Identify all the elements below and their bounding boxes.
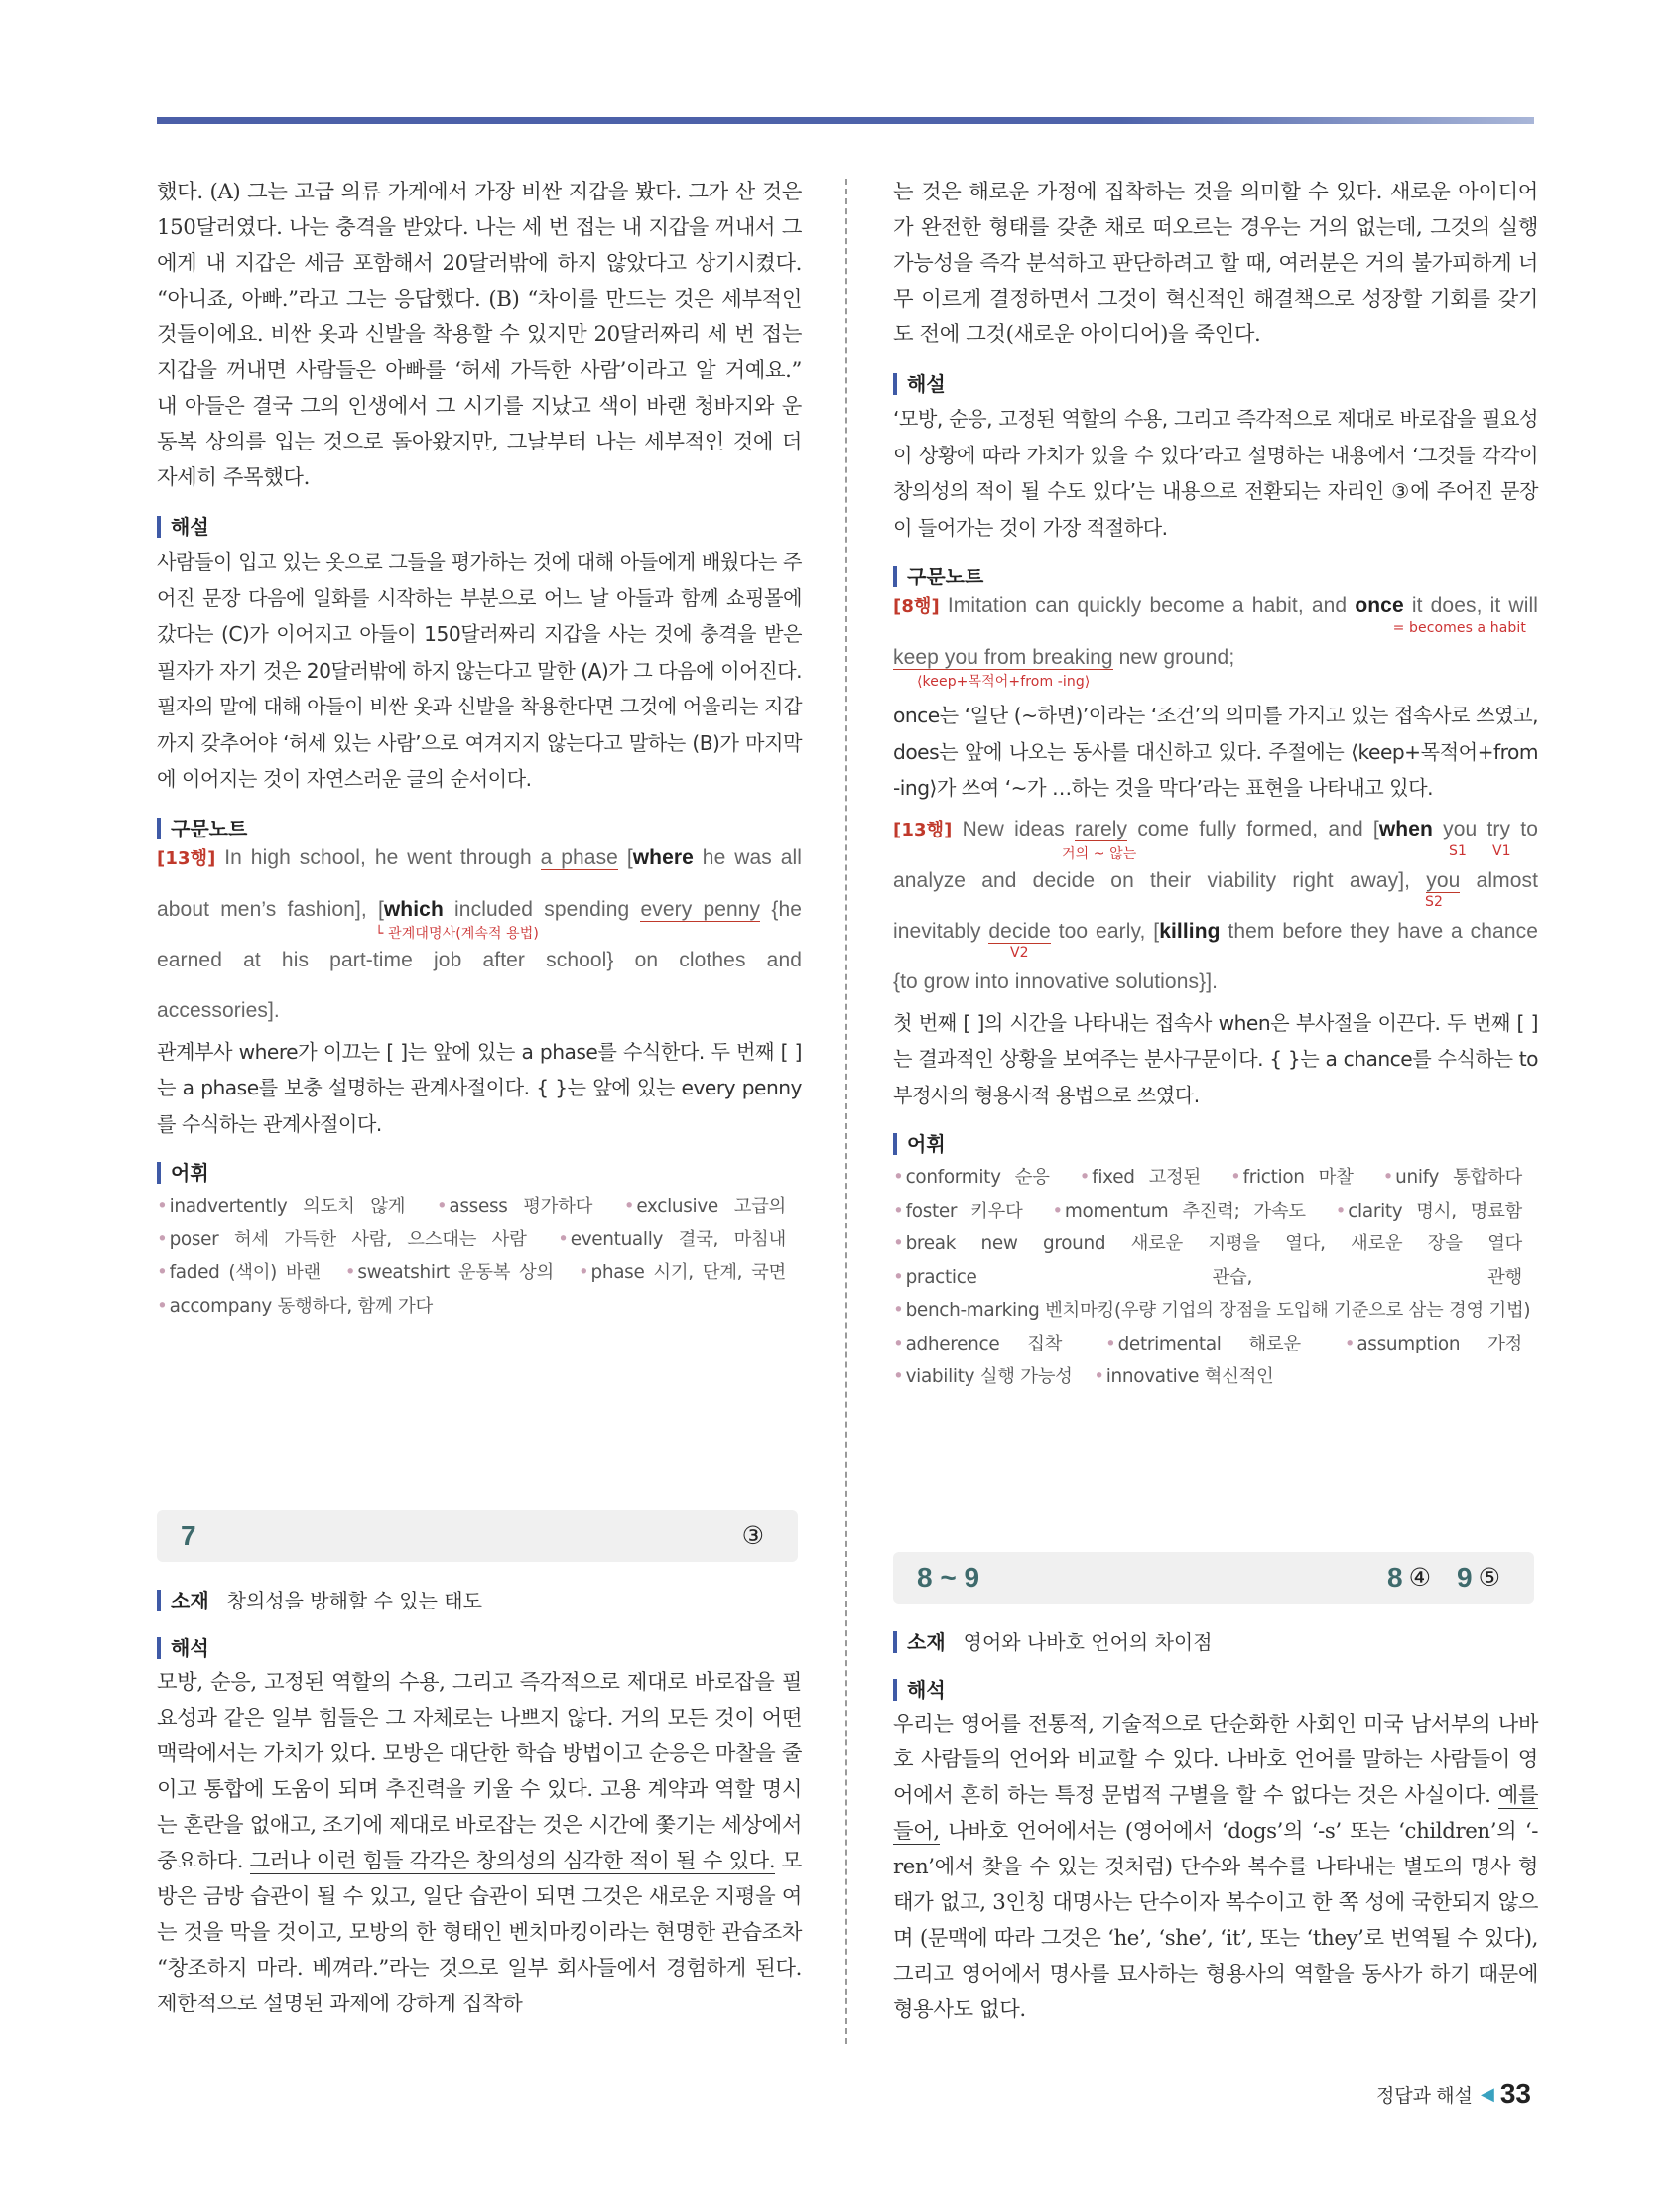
vocab-item: • break new ground 새로운 지평을 열다, 새로운 장을 열다 — [893, 1233, 1522, 1254]
syntax-explanation-2: 첫 번째 [ ]의 시간을 나타내는 접속사 when은 부사절을 이끈다. 두 번째 [ ]는 결과적인 상황을 보여주는 분사구문이다. { }는 a chance를 수식하는 to부정사의 형용사적 용법으로 쓰였다. — [893, 1010, 1538, 1107]
question-number: 8 ~ 9 — [917, 1562, 980, 1593]
page-number: 33 — [1499, 2078, 1531, 2109]
section-heading-haeseol: 해설 — [893, 373, 1538, 395]
vocab-item: • unify 통합하다 — [1383, 1167, 1522, 1188]
vocabulary-list — [157, 1190, 802, 1323]
answer-badge: ④ — [1408, 1564, 1431, 1592]
section-heading-vocab: 어휘 — [157, 1162, 802, 1184]
section-heading-haeseok: 해석 — [893, 1679, 1538, 1701]
annotation-keep-from: ⟨keep+목적어+from -ing⟩ — [917, 674, 1091, 690]
explanation-text: ‘모방, 순응, 고정된 역할의 수용, 그리고 즉각적으로 제대로 바로잡을 필요성이 상황에 따라 가치가 있을 수 있다’라고 설명하는 내용에서 ‘그것들 각각이 창의성의 적이 될 수도 있다’는 내용으로 전환되는 자리인 ③에 주어진 문장이 들어가는 것이 가장 적절하다. — [893, 407, 1538, 540]
header-bar — [157, 117, 1534, 124]
syntax-note-example-1: [8행] Imitation can quickly become a habit, and once it does, it will = becomes a habit keep you from breaking new ground; ⟨keep+목적어+from -ing⟩ — [893, 594, 1538, 690]
question-8-9-content — [893, 1623, 1538, 2028]
vocab-item: • conformity 순응 — [893, 1167, 1050, 1188]
vocab-item: • innovative 혁신적인 — [1094, 1366, 1273, 1387]
vocab-item: • detrimental 해로운 — [1105, 1334, 1301, 1354]
vocab-item: • accompany 동행하다, 함께 가다 — [157, 1296, 433, 1317]
section-heading-vocab: 어휘 — [893, 1133, 1538, 1155]
example-line-3: earned at his part-time job after school} on clothes and — [157, 948, 802, 971]
example-line-1: [13행] In high school, he went through a phase [where he was all — [157, 845, 803, 869]
annotation-equals: = becomes a habit — [1392, 620, 1526, 636]
answer-badge: ③ — [741, 1522, 764, 1550]
syntax-explanation-1: once는 ‘일단 (~하면)’이라는 ‘조건’의 의미를 가지고 있는 접속사로 쓰였고, does는 앞에 나오는 동사를 대신하고 있다. 주절에는 ⟨keep+목적어+from -ing⟩가 쓰여 ‘~가 …하는 것을 막다’라는 표현을 나타내고 있다. — [893, 704, 1538, 800]
vocab-item: • assess 평가하다 — [437, 1196, 592, 1217]
vocabulary-list — [893, 1161, 1538, 1394]
vocab-item: • clarity 명시, 명료함 — [1336, 1201, 1522, 1222]
key-phrase-underlined: 예를 들어, — [893, 1783, 1538, 1844]
page-footer — [1376, 2078, 1531, 2110]
section-heading-gumun: 구문노트 — [157, 818, 802, 839]
vocab-item: • faded (색이) 바랜 — [157, 1262, 321, 1283]
vocab-item: • adherence 집착 — [893, 1334, 1062, 1354]
vocab-item: • assumption 가정 — [1345, 1334, 1522, 1354]
translation-text: 모방, 순응, 고정된 역할의 수용, 그리고 즉각적으로 제대로 바로잡을 필요성과 같은 일부 힘들은 그 자체로는 나쁘지 않다. 거의 모든 것이 어떤 맥락에서는 가치가 있다. 모방은 대단한 학습 방법이고 순응은 마찰을 줄이고 통합에 도움이 되며 추진력을 키울 수 있다. 고용 계약과 역할 명시는 혼란을 없애고, 조기에 제대로 바로잡는 것은 시간에 쫓기는 세상에서 중요하다. 그러나 이런 힘들 각각은 창의성의 심각한 적이 될 수 있다. 모방은 금방 습관이 될 수 있고, 일단 습관이 되면 그것은 새로운 지평을 여는 것을 막을 것이고, 모방의 한 형태인 벤치마킹이라는 현명한 관습조차 “창조하지 마라. 베껴라.”라는 것으로 일부 회사들에서 경험하게 된다. 제한적으로 설명된 과제에 강하게 집착하 — [157, 1670, 802, 2016]
vocab-item: • momentum 추진력; 가속도 — [1052, 1201, 1305, 1222]
translation-continued: 는 것은 해로운 가정에 집착하는 것을 의미할 수 있다. 새로운 아이디어가 완전한 형태를 갖춘 채로 떠오르는 경우는 거의 없는데, 그것의 실행 가능성을 즉각 분석하고 판단하려고 할 때, 여러분은 거의 불가피하게 너무 이르게 결정하면서 그것이 혁신적인 해결책으로 성장할 기회를 갖기도 전에 그것(새로운 아이디어)을 죽인다. — [893, 180, 1538, 347]
translation-continued: 했다. (A) 그는 고급 의류 가게에서 가장 비싼 지갑을 봤다. 그가 산 것은 150달러였다. 나는 충격을 받았다. 나는 세 번 접는 내 지갑을 꺼내서 그에게 내 지갑은 세금 포함해서 20달러밖에 하지 않았다고 상기시켰다. “아니죠, 아빠.”라고 그는 응답했다. (B) “차이를 만드는 것은 세부적인 것들이에요. 비싼 옷과 신발을 착용할 수 있지만 20달러짜리 세 번 접는 지갑을 꺼내면 사람들은 아빠를 ‘허세 가득한 사람’이라고 알 거예요.” 내 아들은 결국 그의 인생에서 그 시기를 지났고 색이 바랜 청바지와 운동복 상의를 입는 것으로 돌아왔지만, 그날부터 나는 세부적인 것에 더 자세히 주목했다. — [157, 180, 802, 490]
explanation-text: 사람들이 입고 있는 옷으로 그들을 평가하는 것에 대해 아들에게 배웠다는 주어진 문장 다음에 일화를 시작하는 부분으로 어느 날 아들과 함께 쇼핑몰에 갔다는 (C)가 이어지고 아들이 150달러짜리 지갑을 사는 것에 충격을 받은 필자가 자기 것은 20달러밖에 하지 않는다고 말한 (A)가 그 다음에 이어진다. 필자의 말에 대해 아들이 비싼 옷과 신발을 착용한다면 그것에 어울리는 지갑까지 갖추어야 ‘허세 있는 사람’으로 여겨지지 않는다고 말하는 (B)가 마지막에 이어지는 것이 자연스러운 글의 순서이다. — [157, 550, 802, 791]
vocab-item: • bench-marking 벤치마킹(우량 기업의 장점을 도입해 기준으로 삼는 경영 기법) — [893, 1300, 1530, 1321]
left-column — [157, 175, 802, 1323]
question-7-banner — [157, 1510, 798, 1562]
question-8-9-banner: 8 ~ 9 8 ④ 9 ⑤ — [893, 1552, 1534, 1604]
example-line-4: accessories]. — [157, 998, 280, 1022]
vocab-item: • foster 키우다 — [893, 1201, 1022, 1222]
section-heading-sojae: 소재 영어와 나바호 언어의 차이점 — [893, 1631, 1538, 1653]
vocab-item: • phase 시기, 단계, 국면 — [579, 1262, 786, 1283]
footer-label: 정답과 해설 — [1375, 2085, 1473, 2107]
vocab-item: • practice 관습, 관행 — [893, 1267, 1522, 1288]
question-7-content — [157, 1582, 802, 2022]
vocab-item: • viability 실행 가능성 — [893, 1366, 1073, 1387]
section-heading-sojae: 소재 창의성을 방해할 수 있는 태도 — [157, 1590, 802, 1611]
section-heading-gumun: 구문노트 — [893, 566, 1538, 587]
topic-text: 창의성을 방해할 수 있는 태도 — [226, 1589, 482, 1612]
vocab-item: • sweatshirt 운동복 상의 — [345, 1262, 554, 1283]
question-number: 7 — [181, 1520, 196, 1551]
vocab-item: • friction 마찰 — [1230, 1167, 1354, 1188]
column-divider — [845, 179, 847, 2044]
topic-text: 영어와 나바호 언어의 차이점 — [963, 1630, 1213, 1654]
vocab-item: • fixed 고정된 — [1080, 1167, 1201, 1188]
vocab-item: • inadvertently 의도치 않게 — [157, 1196, 405, 1217]
translation-text: 우리는 영어를 전통적, 기술적으로 단순화한 사회인 미국 남서부의 나바호 사람들의 언어와 비교할 수 있다. 나바호 언어를 말하는 사람들이 영어에서 흔히 하는 특정 문법적 구별을 할 수 없다는 것은 사실이다. 예를 들어, 나바호 언어에서는 (영어에서 ‘dogs’의 ‘-s’ 또는 ‘children’의 ‘-ren’에서 찾을 수 있는 것처럼) 단수와 복수를 나타내는 별도의 명사 형태가 없고, 3인칭 대명사는 단수이자 복수이고 한 쪽 성에 국한되지 않으며 (문맥에 따라 그것은 ‘he’, ‘she’, ‘it’, 또는 ‘they’로 번역될 수 있다), 그리고 영어에서 명사를 묘사하는 형용사의 역할을 동사가 하기 때문에 형용사도 없다. — [893, 1712, 1538, 2022]
answer-badge: ⑤ — [1478, 1564, 1500, 1592]
vocab-item: • poser 허세 가득한 사람, 으스대는 사람 — [157, 1229, 527, 1250]
syntax-note-example-2: [13행] New ideas rarely come fully formed, and [when you try to 거의 ~ 않는 S1 V1 analyze and decide on their viability right away], you almost S2 inevitably decide too early, [killing them before they have a chance V2 {to grow into innovative solutions}]. — [893, 817, 1539, 993]
syntax-note-example — [157, 845, 802, 1024]
section-heading-haeseol: 해설 — [157, 516, 802, 538]
syntax-explanation: 관계부사 where가 이끄는 [ ]는 앞에 있는 a phase를 수식한다. 두 번째 [ ]는 a phase를 보충 설명하는 관계사절이다. { }는 앞에 있는 every penny를 수식하는 관계사절이다. — [157, 1039, 802, 1136]
triangle-left-icon: ◀ — [1481, 2083, 1494, 2104]
vocab-item: • eventually 결국, 마침내 — [558, 1229, 786, 1250]
right-column — [893, 175, 1538, 1394]
annotation-relative-pronoun: └ 관계대명사(계속적 용법) — [375, 925, 539, 942]
vocab-item: • exclusive 고급의 — [624, 1196, 786, 1217]
example-line-2: about men’s fashion], [which included spending every penny {he — [157, 897, 802, 921]
key-sentence-underlined: 그러나 이런 힘들 각각은 창의성의 심각한 적이 될 수 있다. — [249, 1849, 776, 1873]
section-heading-haeseok: 해석 — [157, 1637, 802, 1659]
